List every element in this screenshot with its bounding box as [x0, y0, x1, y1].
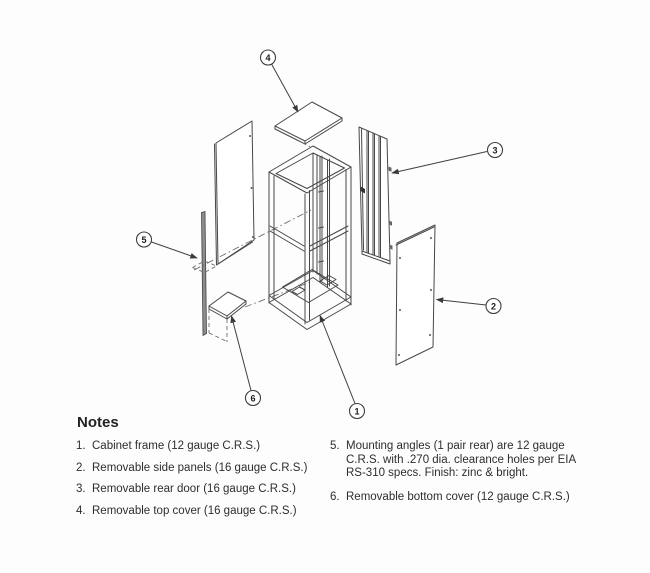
rear-door-panel [359, 127, 393, 264]
callout-number-6: 6 [250, 393, 256, 404]
note-number: 5. [330, 440, 340, 452]
right-side-panel [396, 225, 435, 365]
callout-balloon-6 [246, 391, 261, 406]
callout-number-4: 4 [265, 52, 271, 63]
callout-number-1: 1 [354, 406, 360, 417]
left-side-panel [215, 121, 255, 265]
leader-2 [437, 300, 487, 306]
note-number: 2. [76, 461, 86, 474]
notes-column-left [76, 440, 329, 526]
note-text: Removable top cover (16 gauge C.R.S.) [92, 504, 297, 517]
callout-number-5: 5 [141, 234, 147, 245]
note-number: 1. [76, 440, 86, 452]
notes-column-right [330, 440, 638, 514]
leader-4 [272, 64, 299, 112]
bottom-cover-panel [209, 292, 246, 319]
leader-5 [152, 242, 198, 258]
note-number: 3. [76, 483, 86, 495]
leader-3 [392, 152, 487, 174]
callout-balloon-5 [137, 232, 152, 247]
note-number: 4. [76, 504, 86, 517]
note-text: Removable side panels (16 gauge C.R.S.) [92, 461, 308, 474]
note-text: Removable bottom cover (12 gauge C.R.S.) [346, 490, 570, 503]
note-text: Cabinet frame (12 gauge C.R.S.) [92, 440, 261, 452]
note-item-3 [76, 483, 329, 497]
callout-balloon-3 [488, 143, 503, 158]
note-text: Removable rear door (16 gauge C.R.S.) [92, 483, 296, 495]
note-number: 6. [330, 490, 340, 503]
callout-balloon-2 [486, 299, 501, 314]
note-item-6 [330, 491, 638, 505]
leader-1 [320, 316, 355, 404]
callout-balloon-4 [261, 50, 276, 65]
leader-6 [232, 316, 252, 391]
note-item-1 [76, 440, 329, 454]
callout-number-3: 3 [492, 145, 498, 156]
callout-number-2: 2 [490, 301, 497, 312]
note-item-5 [330, 440, 638, 481]
notes-section [76, 414, 642, 526]
cabinet-frame [269, 146, 351, 330]
note-text: Mounting angles (1 pair rear) are 12 gauge C.R.S. with .270 dia. clearance holes per EIA RS-310 specs. Finish: zinc & bright. [346, 440, 576, 479]
notes-heading: Notes [77, 414, 119, 431]
top-cover-panel [275, 102, 342, 144]
mounting-angle-strip [202, 212, 207, 336]
note-item-4 [76, 505, 329, 519]
note-item-2 [76, 462, 329, 476]
